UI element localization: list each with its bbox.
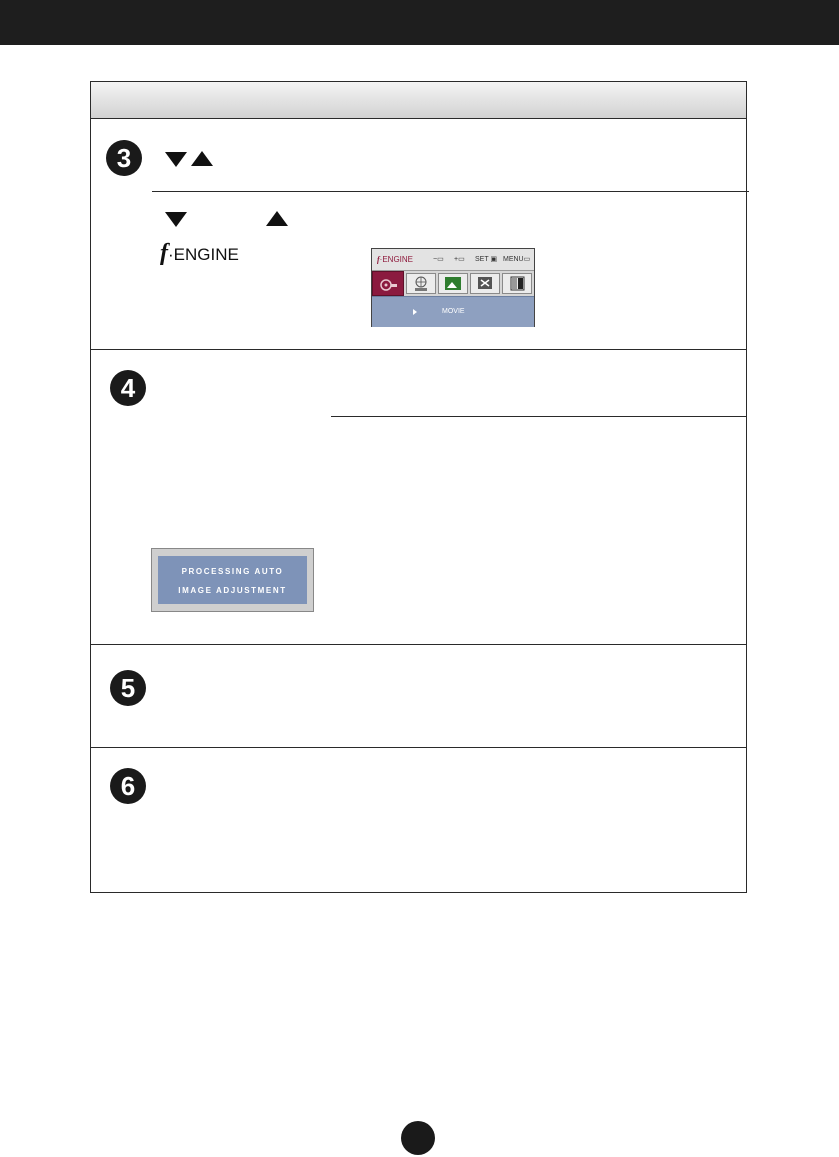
processing-line-1: PROCESSING AUTO	[181, 567, 284, 576]
down-arrow-icon	[165, 212, 187, 227]
step-number-3: 3	[106, 140, 142, 176]
fengine-logo: f·ENGINE	[160, 240, 239, 266]
osd-minus-control: −▭	[433, 256, 444, 263]
step-divider	[152, 191, 749, 192]
fengine-osd-panel	[371, 248, 535, 327]
down-arrow-icon	[165, 152, 187, 167]
movie-mode-icon	[372, 271, 404, 296]
up-arrow-icon	[266, 211, 288, 226]
osd-fengine-logo: f·ENGINE	[377, 255, 414, 264]
step-divider	[331, 416, 747, 417]
play-arrow-icon	[413, 309, 417, 315]
step-number-6: 6	[110, 768, 146, 804]
step-number-5: 5	[110, 670, 146, 706]
row-divider	[91, 644, 746, 645]
osd-menu-control: MENU▭	[503, 256, 531, 263]
page-number-badge	[401, 1121, 435, 1155]
user-mode-icon	[470, 273, 500, 294]
picture-mode-icon	[438, 273, 468, 294]
up-arrow-icon	[191, 151, 213, 166]
row-divider	[91, 747, 746, 748]
row-divider	[91, 349, 746, 350]
step-number-4: 4	[110, 370, 146, 406]
internet-mode-icon	[406, 273, 436, 294]
osd-top-bar	[372, 249, 534, 271]
normal-mode-icon	[502, 273, 532, 294]
osd-mode-bar	[372, 296, 534, 327]
instruction-table	[90, 81, 747, 893]
processing-message-box	[151, 548, 314, 612]
header-bar	[0, 0, 839, 45]
processing-line-2: IMAGE ADJUSTMENT	[178, 586, 287, 595]
osd-selected-mode: MOVIE	[442, 308, 465, 315]
osd-set-control: SET ▣	[475, 256, 498, 263]
table-header	[91, 82, 746, 119]
osd-mode-icons	[372, 271, 534, 296]
osd-plus-control: +▭	[454, 256, 465, 263]
